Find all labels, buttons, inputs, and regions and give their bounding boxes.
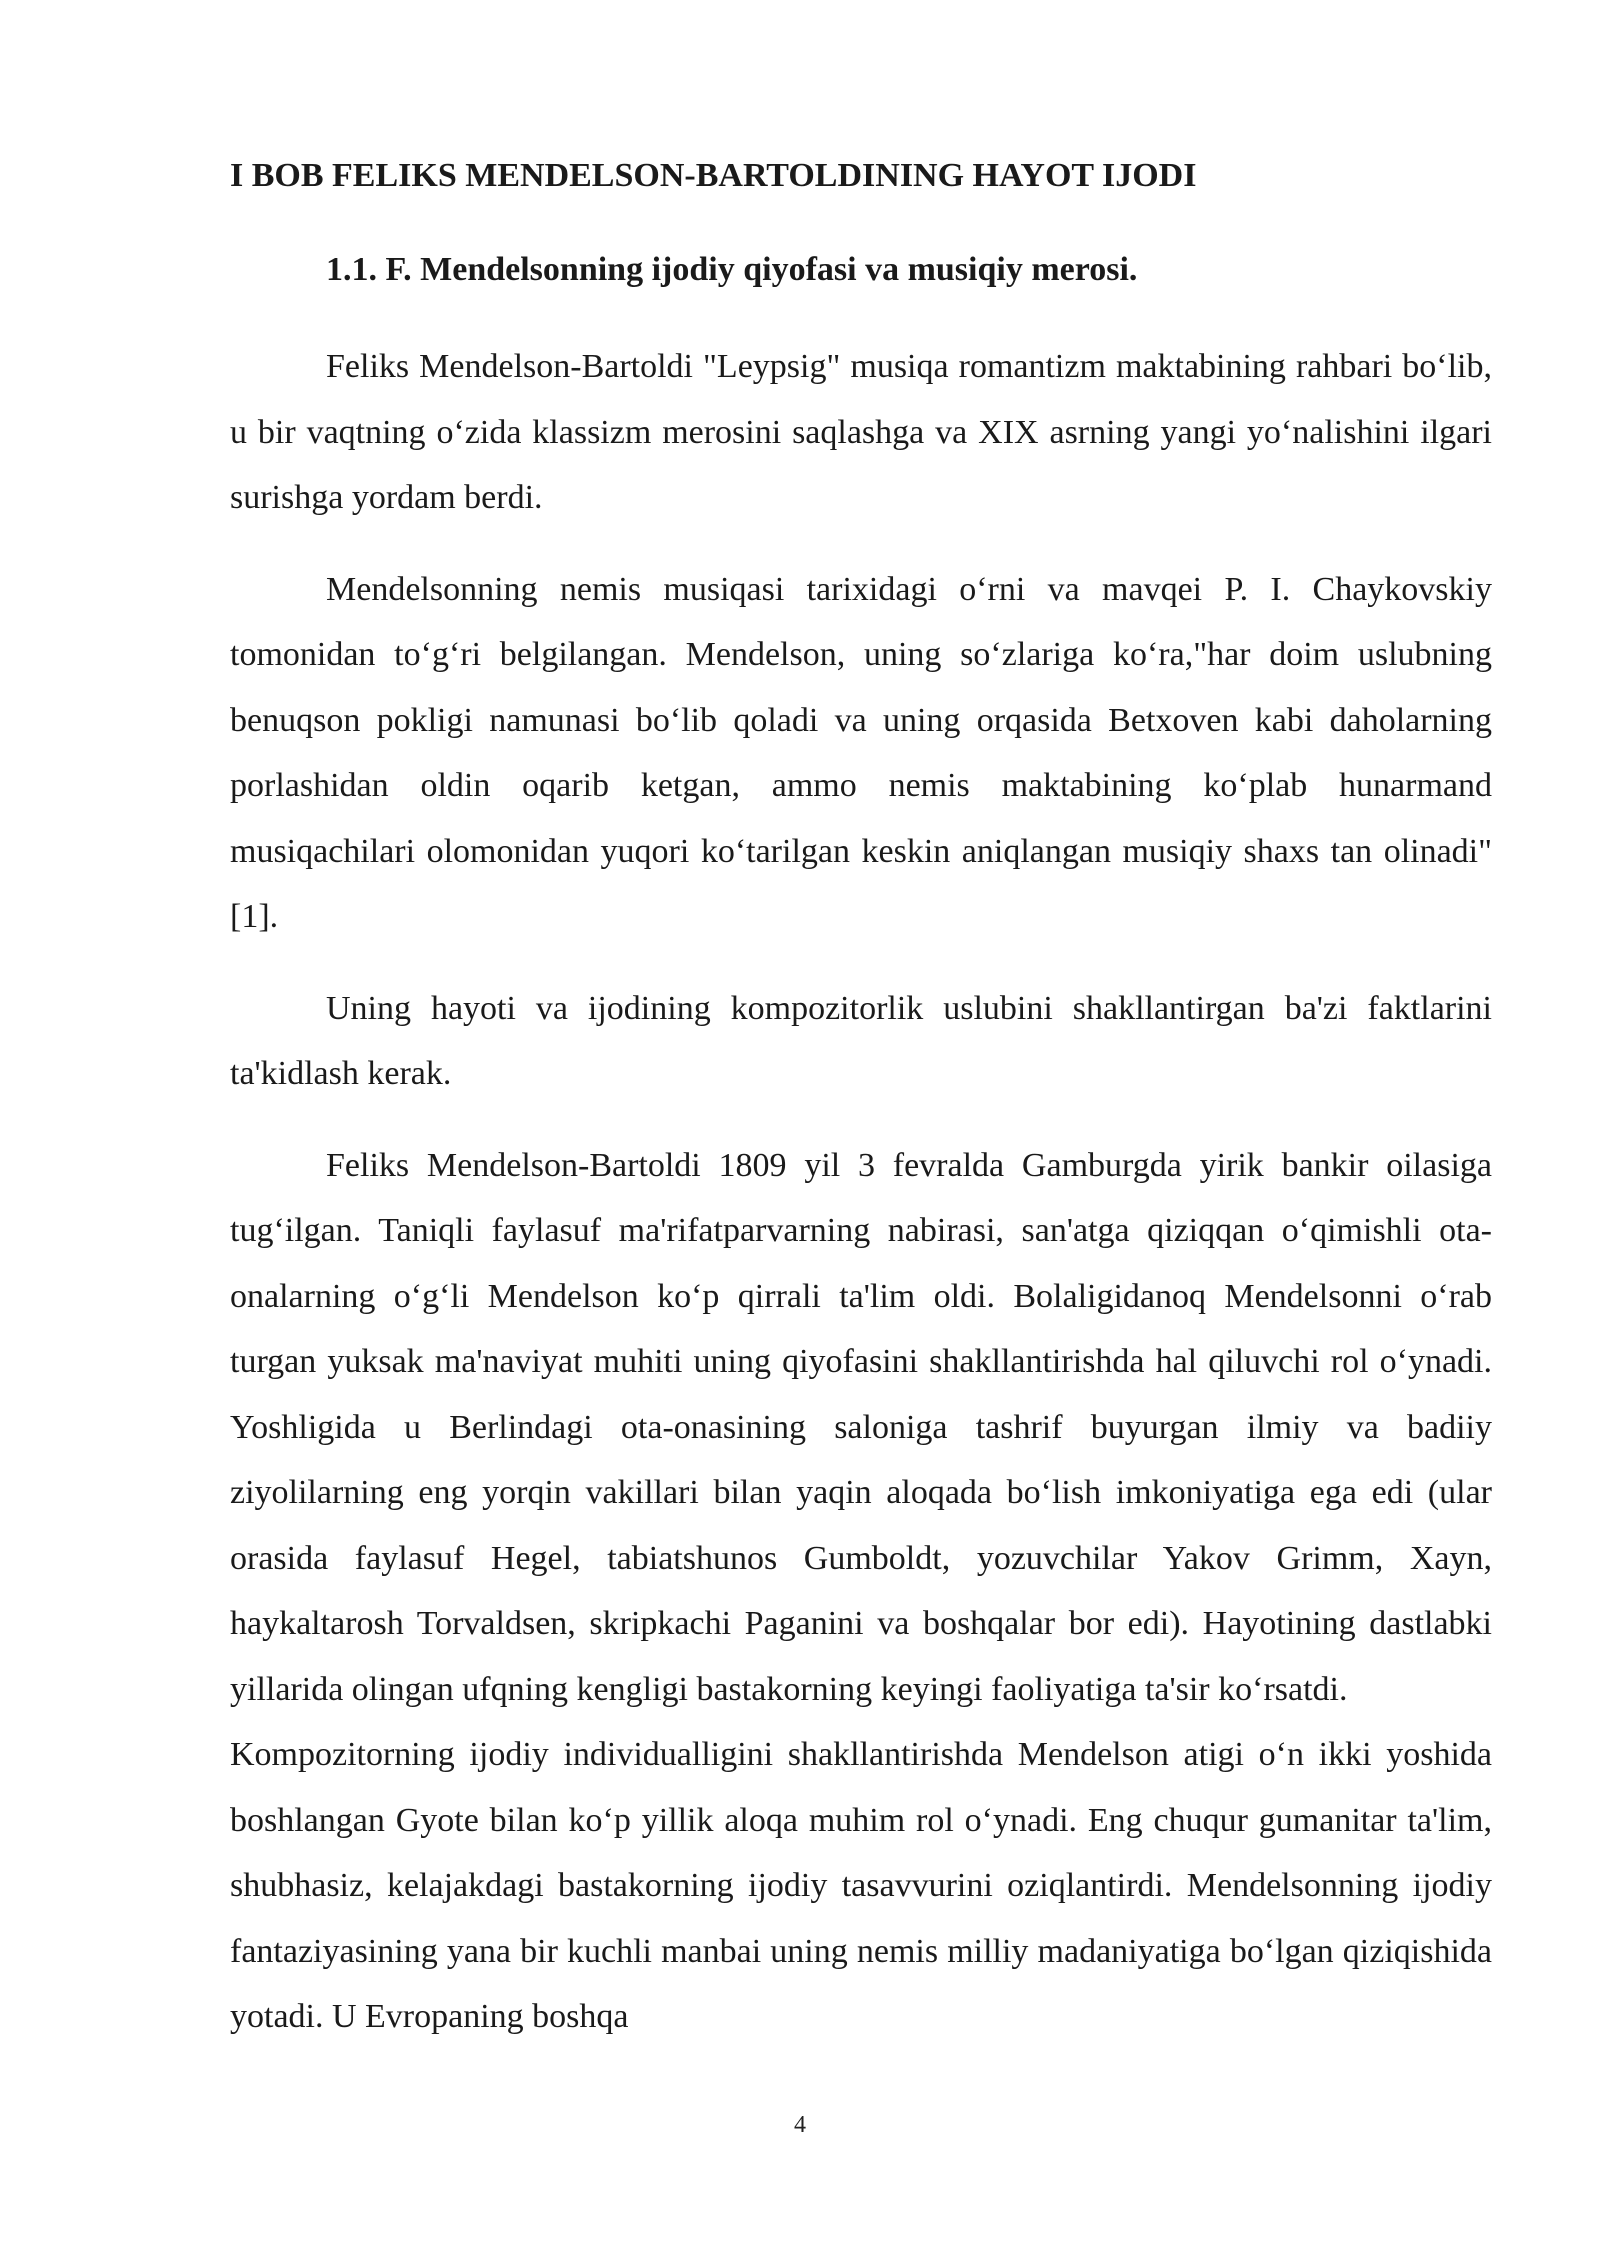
chapter-title: I BOB FELIKS MENDELSON-BARTOLDINING HAYOT IJODI [230,157,1197,194]
paragraph-3: Uning hayoti va ijodining kompozitorlik uslubini shakllantirgan ba'zi faktlarini ta'kidlash kerak. [230,989,1492,1092]
paragraph-5: Kompozitorning ijodiy individualligini shakllantirishda Mendelson atigi o‘n ikki yoshida boshlangan Gyote bilan ko‘p yillik aloqa muhim rol o‘ynadi. Eng chuqur gumanitar ta'lim, shubhasiz, kelajakdagi bastakorning ijodiy tasavvurini oziqlantirdi. Mendelsonning ijodiy fantaziyasining yana bir kuchli manbai uning nemis milliy madaniyatiga bo‘lgan qiziqishida yotadi. U Evropaning boshqa [230,1736,1492,2035]
document-page [230,150,1492,2050]
paragraph-4: Feliks Mendelson-Bartoldi 1809 yil 3 fevralda Gamburgda yirik bankir oilasiga tug‘ilgan. Taniqli faylasuf ma'rifatparvarning nabirasi, san'atga qiziqqan o‘qimishli ota-onalarning o‘g‘li Mendelson ko‘p qirrali ta'lim oldi. Bolaligidanoq Mendelsonni o‘rab turgan yuksak ma'naviyat muhiti uning qiyofasini shakllantirishda hal qiluvchi rol o‘ynadi. Yoshligida u Berlindagi ota-onasining saloniga tashrif buyurgan ilmiy va badiiy ziyolilarning eng yorqin vakillari bilan yaqin aloqada bo‘lish imkoniyatiga ega edi (ular orasida faylasuf Hegel, tabiatshunos Gumboldt, yozuvchilar Yakov Grimm, Xayn, haykaltarosh Torvaldsen, skripkachi Paganini va boshqalar bor edi). Hayotining dastlabki yillarida olingan ufqning kengligi bastakorning keyingi faoliyatiga ta'sir ko‘rsatdi. [230,1146,1492,1708]
section-title: 1.1. F. Mendelsonning ijodiy qiyofasi va musiqiy merosi. [326,251,1138,288]
paragraph-2: Mendelsonning nemis musiqasi tarixidagi o‘rni va mavqei P. I. Chaykovskiy tomonidan to‘g‘ri belgilangan. Mendelson, uning so‘zlariga ko‘ra,"har doim uslubning benuqson pokligi namunasi bo‘lib qoladi va uning orqasida Betxoven kabi daholarning porlashidan oldin oqarib ketgan, ammo nemis maktabining ko‘plab hunarmand musiqachilari olomonidan yuqori ko‘tarilgan keskin aniqlangan musiqiy shaxs tan olinadi" [1]. [230,570,1492,935]
paragraph-1: Feliks Mendelson-Bartoldi "Leypsig" musiqa romantizm maktabining rahbari bo‘lib, u bir vaqtning o‘zida klassizm merosini saqlashga va XIX asrning yangi yo‘nalishini ilgari surishga yordam berdi. [230,348,1492,516]
page-number: 4 [794,2112,806,2138]
